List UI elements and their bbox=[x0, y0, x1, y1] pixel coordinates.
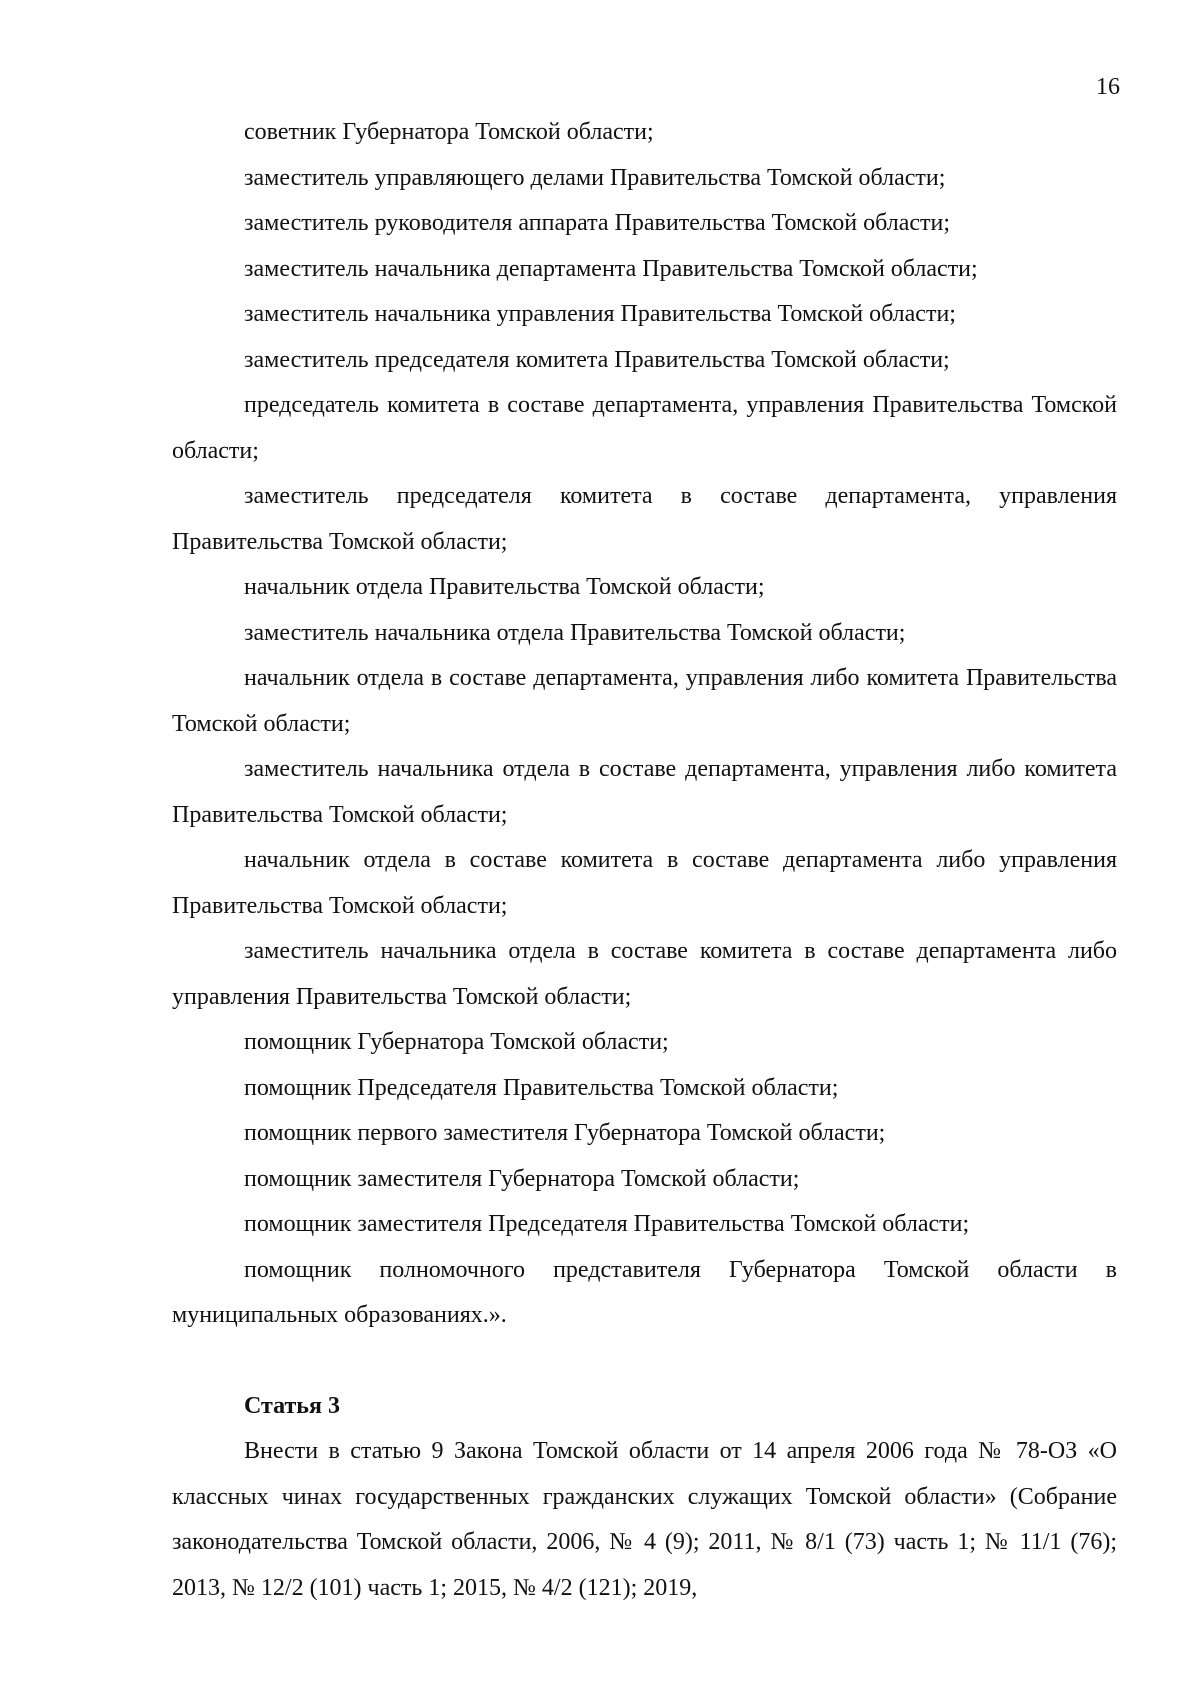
list-item: помощник полномочного представителя Губернатора Томской области в муниципальных образованиях.». bbox=[172, 1256, 1117, 1328]
list-item: помощник заместителя Председателя Правительства Томской области; bbox=[244, 1211, 970, 1237]
article-text: Внести в статью 9 Закона Томской области от 14 апреля 2006 года № 78-ОЗ «О классных чинах государственных гражданских служащих Томской области» (Собрание законодательства Томской области, 2006, № 4 (9); 2011, № 8/1 (73) часть 1; № 11/1 (76); 2013, № 12/2 (101) часть 1; 2015, № 4/2 (121); 2019, bbox=[172, 1438, 1117, 1601]
article-heading: Статья 3 bbox=[244, 1392, 340, 1419]
list-item: заместитель председателя комитета Правительства Томской области; bbox=[244, 346, 950, 373]
page-number: 16 bbox=[1096, 74, 1120, 100]
list-item: начальник отдела в составе комитета в составе департамента либо управления Правительства Томской области; bbox=[172, 847, 1117, 919]
list-item: заместитель начальника управления Правительства Томской области; bbox=[244, 301, 956, 327]
list-item: начальник отдела в составе департамента, управления либо комитета Правительства Томской области; bbox=[172, 665, 1117, 737]
list-item: заместитель председателя комитета в составе департамента, управления Правительства Томской области; bbox=[172, 483, 1117, 555]
list-item: начальник отдела Правительства Томской области; bbox=[244, 574, 765, 600]
list-item: заместитель руководителя аппарата Правительства Томской области; bbox=[244, 210, 951, 236]
list-item: заместитель начальника департамента Правительства Томской области; bbox=[244, 255, 978, 282]
section-spacer bbox=[172, 1339, 1117, 1384]
list-item: помощник первого заместителя Губернатора Томской области; bbox=[244, 1120, 886, 1146]
list-item: заместитель начальника отдела в составе комитета в составе департамента либо управления Правительства Томской области; bbox=[172, 938, 1117, 1010]
list-item: заместитель управляющего делами Правительства Томской области; bbox=[244, 164, 946, 191]
document-body bbox=[172, 110, 1117, 1611]
list-item: председатель комитета в составе департамента, управления Правительства Томской области; bbox=[172, 392, 1117, 464]
list-item: помощник заместителя Губернатора Томской области; bbox=[244, 1165, 800, 1192]
list-item: заместитель начальника отдела Правительства Томской области; bbox=[244, 619, 906, 646]
list-item: заместитель начальника отдела в составе департамента, управления либо комитета Правительства Томской области; bbox=[172, 756, 1117, 828]
list-item: советник Губернатора Томской области; bbox=[244, 119, 654, 145]
list-item: помощник Председателя Правительства Томской области; bbox=[244, 1074, 839, 1101]
list-item: помощник Губернатора Томской области; bbox=[244, 1029, 669, 1055]
